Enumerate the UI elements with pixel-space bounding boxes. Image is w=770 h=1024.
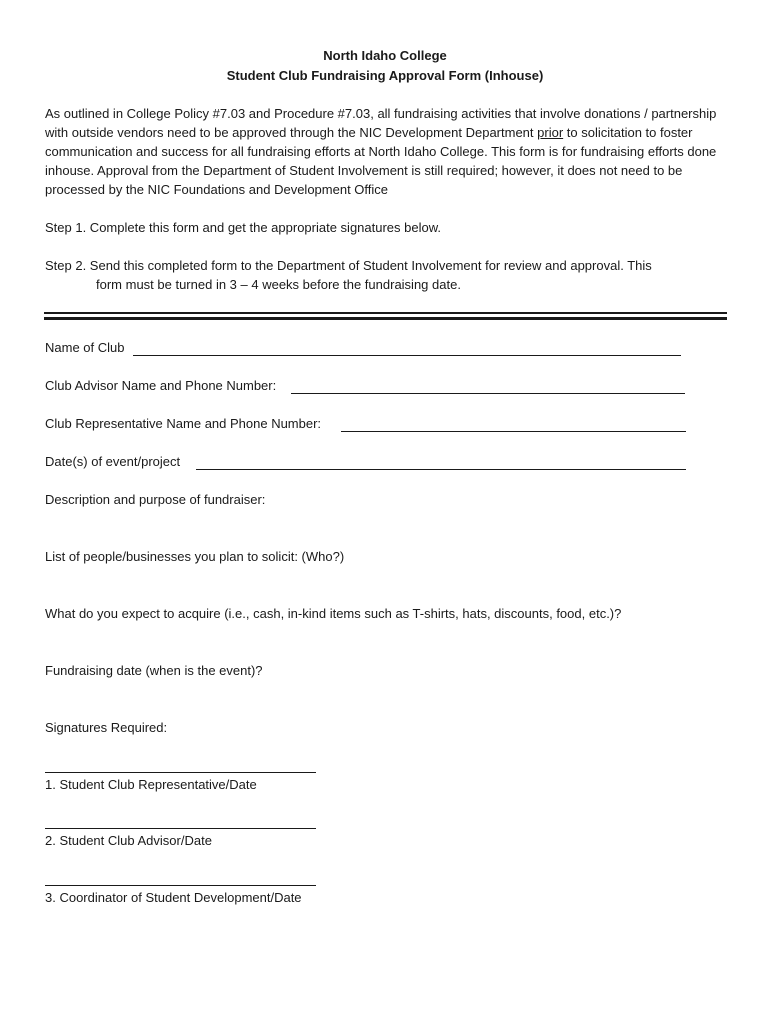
signatures-heading: Signatures Required: xyxy=(45,720,168,735)
intro-text-part2: to solicitation to foster communication and success for all fundraising efforts at North Idaho College. This form is for fundraising efforts done inhouse. Approval from the Department of Student Involvement is still required; however, it does not need to be processed by the NIC Foundations and Development Office xyxy=(45,125,717,197)
fundraising-date-label: Fundraising date (when is the event)? xyxy=(45,663,263,678)
acquire-label: What do you expect to acquire (i.e., cash, in-kind items such as T-shirts, hats, discounts, food, etc.)? xyxy=(45,606,622,621)
step-2-line2: form must be turned in 3 – 4 weeks before the fundraising date. xyxy=(96,277,461,292)
intro-paragraph xyxy=(45,104,735,199)
advisor-field[interactable] xyxy=(291,393,685,394)
divider-thin xyxy=(44,312,727,314)
representative-field[interactable] xyxy=(341,431,686,432)
intro-underlined-word: prior xyxy=(537,125,564,140)
step-2 xyxy=(45,256,735,294)
club-name-field[interactable] xyxy=(133,355,681,356)
divider-thick xyxy=(44,317,727,320)
signature-line-3[interactable] xyxy=(45,885,316,886)
form-title: Student Club Fundraising Approval Form (Inhouse) xyxy=(226,68,544,83)
signature-line-1[interactable] xyxy=(45,772,316,773)
representative-label: Club Representative Name and Phone Number: xyxy=(45,416,322,431)
signature-label-1: 1. Student Club Representative/Date xyxy=(45,777,257,792)
intro-text-part1: As outlined in College Policy #7.03 and Procedure #7.03, all fundraising activities that involve donations / partnership with outside vendors need to be approved through the NIC Development Department xyxy=(45,106,717,140)
signature-label-2: 2. Student Club Advisor/Date xyxy=(45,833,212,848)
dates-label: Date(s) of event/project xyxy=(45,454,181,469)
institution-name: North Idaho College xyxy=(323,48,447,63)
signature-line-2[interactable] xyxy=(45,828,316,829)
club-name-label: Name of Club xyxy=(45,340,125,355)
solicit-list-label: List of people/businesses you plan to solicit: (Who?) xyxy=(45,549,345,564)
dates-field[interactable] xyxy=(196,469,686,470)
step-1: Step 1. Complete this form and get the appropriate signatures below. xyxy=(45,220,442,235)
step-2-line1: Step 2. Send this completed form to the Department of Student Involvement for review and approval. This xyxy=(45,258,652,273)
advisor-label: Club Advisor Name and Phone Number: xyxy=(45,378,277,393)
signature-label-3: 3. Coordinator of Student Development/Date xyxy=(45,890,302,905)
description-label: Description and purpose of fundraiser: xyxy=(45,492,266,507)
